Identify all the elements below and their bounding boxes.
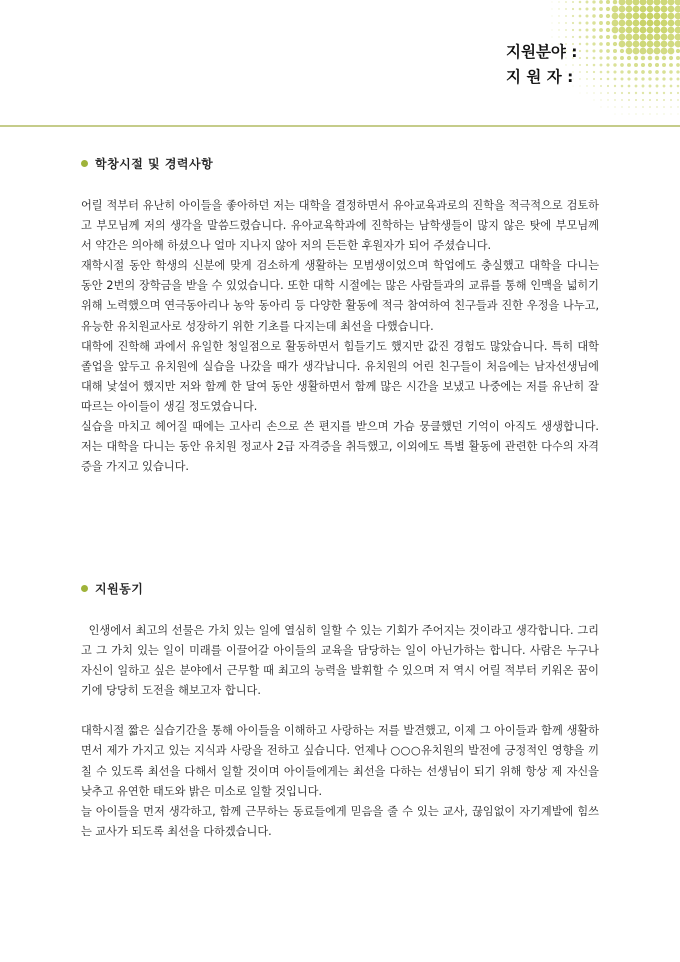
pattern-dot bbox=[600, 78, 602, 80]
pattern-dot bbox=[552, 37, 553, 38]
pattern-dot bbox=[654, 34, 661, 41]
pattern-dot bbox=[592, 49, 595, 52]
pattern-dot bbox=[607, 85, 609, 87]
pattern-dot bbox=[675, 13, 680, 20]
header-divider bbox=[0, 125, 680, 127]
pattern-dot bbox=[677, 99, 679, 101]
pattern-dot bbox=[627, 56, 631, 60]
pattern-dot bbox=[661, 41, 668, 48]
pattern-dot bbox=[558, 15, 559, 16]
pattern-dot bbox=[634, 63, 638, 67]
pattern-dot bbox=[558, 1, 559, 2]
pattern-dot bbox=[606, 7, 610, 11]
pattern-dot bbox=[647, 27, 654, 34]
pattern-dot bbox=[662, 56, 666, 60]
pattern-dot bbox=[607, 106, 608, 107]
pattern-dot bbox=[612, 20, 619, 27]
pattern-dot bbox=[668, 20, 675, 27]
pattern-dot bbox=[579, 29, 582, 32]
pattern-dot bbox=[565, 36, 567, 38]
pattern-dot bbox=[621, 99, 623, 101]
pattern-dot bbox=[600, 71, 603, 74]
pattern-dot bbox=[621, 78, 624, 81]
pattern-dot bbox=[661, 0, 668, 5]
pattern-dot bbox=[592, 0, 595, 3]
pattern-dot bbox=[628, 92, 630, 94]
pattern-dot bbox=[677, 85, 680, 88]
pattern-dot bbox=[606, 14, 610, 18]
pattern-dot bbox=[635, 106, 637, 108]
pattern-dot bbox=[585, 21, 588, 24]
pattern-dot bbox=[654, 48, 661, 55]
paragraph: 어릴 적부터 유난히 아이들을 좋아하던 저는 대학을 결정하면서 유아교육과로의 진학을 적극적으로 검토하고 부모님께 저의 생각을 말씀드렸습니다. 유아교육학과에 진학하는 남학생들이 많지 않은 탓에 부모님께서 약간은 의아해 하셨으나 얼마 지나지 않아 저의 든든한 후원자가 되어 주셨습니다. bbox=[81, 199, 599, 253]
pattern-dot bbox=[675, 6, 680, 13]
pattern-dot bbox=[647, 48, 654, 55]
pattern-dot bbox=[647, 13, 654, 20]
pattern-dot bbox=[579, 1, 582, 4]
field-label: 지원분야 : bbox=[506, 43, 578, 61]
pattern-dot bbox=[668, 6, 675, 13]
pattern-dot bbox=[656, 99, 658, 101]
pattern-dot bbox=[670, 106, 672, 108]
paragraph-gap bbox=[81, 701, 599, 721]
pattern-dot bbox=[668, 13, 675, 20]
applicant-label: 지 원 자 : bbox=[506, 68, 574, 86]
pattern-dot bbox=[593, 99, 594, 100]
pattern-dot bbox=[592, 7, 595, 10]
pattern-dot bbox=[649, 92, 651, 94]
pattern-dot bbox=[655, 56, 660, 61]
pattern-dot bbox=[633, 48, 640, 55]
pattern-dot bbox=[606, 63, 609, 66]
pattern-dot bbox=[585, 28, 588, 31]
pattern-dot bbox=[599, 35, 603, 39]
pattern-dot bbox=[648, 56, 653, 61]
pattern-dot bbox=[628, 113, 629, 114]
pattern-dot bbox=[593, 64, 596, 67]
pattern-dot bbox=[633, 0, 640, 5]
pattern-dot bbox=[626, 48, 633, 55]
pattern-dot bbox=[648, 77, 651, 80]
pattern-dot bbox=[670, 99, 672, 101]
paragraph: 대학에 진학해 과에서 유일한 청일점으로 활동하면서 힘들기도 했지만 값진 경험도 많았습니다. 특히 대학 졸업을 앞두고 유치원에 실습을 나갔을 때가 생각납니다. 유치원의 어린 친구들이 처음에는 남자선생님에 대해 낯설어 했지만 저와 함께 한 달여 동안 생활하면서 함께 많은 시간을 보냈고 나중에는 저를 유난히 잘 따르는 아이들이 생길 정도였습니다. bbox=[81, 339, 599, 413]
pattern-dot bbox=[572, 8, 574, 10]
pattern-dot bbox=[612, 13, 619, 20]
pattern-dot bbox=[635, 85, 638, 88]
pattern-dot bbox=[662, 77, 665, 80]
pattern-dot bbox=[586, 50, 589, 53]
pattern-dot bbox=[620, 56, 624, 60]
pattern-dot bbox=[558, 29, 559, 30]
pattern-dot bbox=[613, 56, 617, 60]
pattern-dot bbox=[619, 0, 626, 5]
pattern-dot bbox=[620, 49, 624, 53]
bullet-icon bbox=[81, 160, 88, 167]
pattern-dot bbox=[592, 21, 595, 24]
pattern-dot bbox=[675, 34, 680, 41]
pattern-dot bbox=[613, 49, 617, 53]
pattern-dot bbox=[572, 36, 574, 38]
pattern-dot bbox=[641, 63, 645, 67]
pattern-dot bbox=[579, 78, 580, 79]
pattern-dot bbox=[675, 41, 680, 48]
pattern-dot bbox=[579, 57, 581, 59]
section-body-motivation bbox=[81, 621, 603, 842]
pattern-dot bbox=[633, 20, 640, 27]
pattern-dot bbox=[614, 85, 616, 87]
pattern-dot bbox=[670, 85, 673, 88]
pattern-dot bbox=[675, 20, 680, 27]
pattern-dot bbox=[579, 15, 582, 18]
pattern-dot bbox=[676, 49, 680, 53]
paragraph: 인생에서 최고의 선물은 가치 있는 일에 열심히 일할 수 있는 기회가 주어지는 것이라고 생각합니다. 그리고 그 가치 있는 일이 미래를 이끌어갈 아이들의 교육을 담당하는 일이 아닌가하는 합니다. 사람은 누구나 자신이 일하고 싶은 분야에서 근무할 때 최고의 능력을 발휘할 수 있으며 저 역시 어릴 적부터 키워온 꿈이기에 당당히 도전을 해보고자 합니다. bbox=[81, 624, 603, 698]
pattern-dot bbox=[606, 42, 610, 46]
pattern-dot bbox=[599, 42, 603, 46]
pattern-dot bbox=[586, 43, 589, 46]
pattern-dot bbox=[586, 1, 589, 4]
pattern-dot bbox=[675, 0, 680, 5]
pattern-dot bbox=[579, 71, 581, 73]
pattern-dot bbox=[600, 99, 601, 100]
pattern-dot bbox=[621, 106, 622, 107]
pattern-dot bbox=[593, 71, 595, 73]
pattern-dot bbox=[656, 85, 659, 88]
pattern-dot bbox=[661, 13, 668, 20]
pattern-dot bbox=[663, 99, 665, 101]
pattern-dot bbox=[593, 57, 596, 60]
pattern-dot bbox=[619, 41, 626, 48]
pattern-dot bbox=[677, 92, 679, 94]
pattern-dot bbox=[592, 42, 595, 45]
pattern-dot bbox=[585, 14, 588, 17]
pattern-dot bbox=[633, 27, 640, 34]
section-title-text: 학창시절 및 경력사항 bbox=[95, 157, 214, 171]
pattern-dot bbox=[579, 50, 581, 52]
pattern-dot bbox=[607, 78, 610, 81]
pattern-dot bbox=[655, 77, 658, 80]
paragraph: 재학시절 동안 학생의 신분에 맞게 검소하게 생활하는 모범생이었으며 학업에도 충실했고 대학을 다니는 동안 2번의 장학금을 받을 수 있었습니다. 또한 대학 시절에는 많은 사람들과의 교류를 통해 인맥을 넓히기 위해 노력했으며 연극동아리나 농악 동아리 등 다양한 활동에 적극 참여하여 친구들과 진한 우정을 나누고, 유능한 유치원교사로 성장하기 위한 기초를 다지는데 최선을 다했습니다. bbox=[81, 259, 599, 333]
pattern-dot bbox=[668, 0, 675, 5]
section-title-education bbox=[81, 155, 213, 172]
pattern-dot bbox=[599, 21, 603, 25]
pattern-dot bbox=[619, 13, 626, 20]
pattern-dot bbox=[676, 63, 680, 67]
pattern-dot bbox=[640, 27, 647, 34]
pattern-dot bbox=[675, 27, 680, 34]
pattern-dot bbox=[613, 35, 618, 40]
pattern-dot bbox=[599, 14, 603, 18]
pattern-dot bbox=[647, 41, 654, 48]
pattern-dot bbox=[668, 34, 675, 41]
pattern-dot bbox=[642, 99, 644, 101]
pattern-dot bbox=[592, 14, 595, 17]
pattern-dot bbox=[621, 85, 624, 88]
pattern-dot bbox=[592, 28, 595, 31]
pattern-dot bbox=[600, 92, 602, 94]
pattern-dot bbox=[565, 1, 567, 3]
pattern-dot bbox=[599, 49, 602, 52]
pattern-dot bbox=[606, 21, 610, 25]
pattern-dot bbox=[621, 92, 623, 94]
pattern-dot bbox=[661, 6, 668, 13]
pattern-dot bbox=[558, 36, 559, 37]
pattern-dot bbox=[669, 77, 672, 80]
pattern-dot bbox=[552, 9, 553, 10]
pattern-dot bbox=[656, 113, 657, 114]
paragraph: 실습을 마치고 헤어질 때에는 고사리 손으로 쓴 편지를 받으며 가슴 뭉클했던 기억이 아직도 생생합니다. 저는 대학을 다니는 동안 유치원 정교사 2급 자격증을 취득했고, 이외에도 특별 활동에 관련한 다수의 자격증을 가지고 있습니다. bbox=[81, 420, 599, 474]
pattern-dot bbox=[619, 20, 626, 27]
pattern-dot bbox=[626, 0, 633, 5]
section-body-education bbox=[81, 196, 599, 477]
pattern-dot bbox=[676, 56, 680, 60]
pattern-dot bbox=[599, 28, 603, 32]
pattern-dot bbox=[663, 113, 664, 114]
pattern-dot bbox=[579, 8, 582, 11]
pattern-dot bbox=[669, 70, 672, 73]
pattern-dot bbox=[663, 106, 665, 108]
pattern-dot bbox=[642, 106, 644, 108]
pattern-dot bbox=[586, 85, 587, 86]
pattern-dot bbox=[647, 6, 654, 13]
pattern-dot bbox=[599, 0, 603, 4]
pattern-dot bbox=[654, 6, 661, 13]
pattern-dot bbox=[669, 63, 673, 67]
pattern-dot bbox=[586, 57, 588, 59]
pattern-dot bbox=[662, 63, 666, 67]
pattern-dot bbox=[634, 56, 638, 60]
section-title-text: 지원동기 bbox=[95, 582, 144, 596]
pattern-dot bbox=[626, 34, 633, 41]
pattern-dot bbox=[565, 29, 567, 31]
pattern-dot bbox=[607, 71, 610, 74]
pattern-dot bbox=[614, 92, 616, 94]
pattern-dot bbox=[599, 56, 602, 59]
pattern-dot bbox=[668, 27, 675, 34]
pattern-dot bbox=[572, 1, 574, 3]
pattern-dot bbox=[586, 64, 588, 66]
pattern-dot bbox=[620, 70, 623, 73]
pattern-dot bbox=[607, 92, 609, 94]
pattern-dot bbox=[606, 28, 610, 32]
pattern-dot bbox=[606, 56, 609, 59]
pattern-dot bbox=[628, 85, 631, 88]
pattern-dot bbox=[649, 99, 651, 101]
pattern-dot bbox=[634, 77, 637, 80]
pattern-dot bbox=[614, 106, 615, 107]
pattern-dot bbox=[648, 63, 652, 67]
pattern-dot bbox=[552, 23, 553, 24]
pattern-dot bbox=[628, 99, 630, 101]
pattern-dot bbox=[592, 35, 595, 38]
pattern-dot bbox=[586, 78, 588, 80]
pattern-dot bbox=[600, 85, 602, 87]
pattern-dot bbox=[654, 0, 661, 5]
pattern-dot bbox=[661, 20, 668, 27]
pattern-dot bbox=[586, 71, 588, 73]
pattern-dot bbox=[642, 85, 645, 88]
pattern-dot bbox=[654, 27, 661, 34]
pattern-dot bbox=[662, 70, 666, 74]
pattern-dot bbox=[634, 70, 638, 74]
pattern-dot bbox=[600, 64, 603, 67]
pattern-dot bbox=[552, 16, 553, 17]
pattern-dot bbox=[579, 64, 581, 66]
pattern-dot bbox=[633, 34, 640, 41]
pattern-dot bbox=[612, 27, 619, 34]
pattern-dot bbox=[640, 41, 647, 48]
paragraph: 대학시절 짧은 실습기간을 통해 아이들을 이해하고 사랑하는 저를 발견했고, 이제 그 아이들과 함께 생활하면서 제가 가지고 있는 지식과 사랑을 전하고 싶습니다. 언제나 ○○○유치원의 발전에 긍정적인 영향을 끼칠 수 있도록 최선을 다해서 일할 것이며 아이들에게는 최선을 다하는 선생님이 되기 위해 항상 제 자신을 낮추고 유연한 태도와 밝은 미소로 일할 것입니다. bbox=[81, 724, 599, 798]
pattern-dot bbox=[613, 63, 616, 66]
pattern-dot bbox=[655, 70, 659, 74]
pattern-dot bbox=[628, 106, 630, 108]
pattern-dot bbox=[656, 92, 658, 94]
pattern-dot bbox=[669, 56, 673, 60]
pattern-dot bbox=[640, 20, 647, 27]
pattern-dot bbox=[626, 20, 633, 27]
pattern-dot bbox=[626, 41, 633, 48]
pattern-dot bbox=[627, 77, 630, 80]
pattern-dot bbox=[640, 0, 647, 5]
pattern-dot bbox=[615, 114, 616, 115]
pattern-dot bbox=[641, 56, 646, 61]
header-labels bbox=[506, 40, 578, 90]
pattern-dot bbox=[647, 0, 654, 5]
bullet-icon bbox=[81, 585, 88, 592]
pattern-dot bbox=[579, 85, 580, 86]
pattern-dot bbox=[668, 48, 675, 55]
pattern-dot bbox=[612, 6, 619, 13]
pattern-dot bbox=[649, 106, 651, 108]
pattern-dot bbox=[635, 99, 637, 101]
pattern-dot bbox=[606, 35, 610, 39]
pattern-dot bbox=[613, 0, 617, 4]
pattern-dot bbox=[585, 7, 588, 10]
pattern-dot bbox=[656, 106, 658, 108]
pattern-dot bbox=[601, 107, 602, 108]
pattern-dot bbox=[572, 22, 574, 24]
pattern-dot bbox=[626, 13, 633, 20]
pattern-dot bbox=[647, 34, 654, 41]
pattern-dot bbox=[626, 27, 633, 34]
pattern-dot bbox=[640, 48, 647, 55]
pattern-dot bbox=[676, 70, 679, 73]
pattern-dot bbox=[613, 70, 616, 73]
pattern-dot bbox=[619, 34, 626, 41]
pattern-dot bbox=[593, 85, 595, 87]
pattern-dot bbox=[648, 70, 652, 74]
pattern-dot bbox=[647, 20, 654, 27]
pattern-dot bbox=[565, 15, 567, 17]
pattern-dot bbox=[633, 6, 640, 13]
pattern-dot bbox=[663, 85, 666, 88]
pattern-dot bbox=[614, 99, 616, 101]
pattern-dot bbox=[670, 92, 672, 94]
pattern-dot bbox=[579, 36, 582, 39]
pattern-dot bbox=[661, 27, 668, 34]
pattern-dot bbox=[565, 8, 567, 10]
pattern-dot bbox=[606, 0, 610, 4]
pattern-dot bbox=[572, 15, 574, 17]
pattern-dot bbox=[661, 48, 668, 55]
pattern-dot bbox=[572, 29, 574, 31]
pattern-dot bbox=[654, 13, 661, 20]
pattern-dot bbox=[640, 6, 647, 13]
pattern-dot bbox=[579, 43, 581, 45]
pattern-dot bbox=[622, 114, 623, 115]
pattern-dot bbox=[642, 92, 644, 94]
pattern-dot bbox=[627, 70, 630, 73]
pattern-dot bbox=[635, 92, 637, 94]
pattern-dot bbox=[661, 34, 668, 41]
pattern-dot bbox=[641, 77, 644, 80]
pattern-dot bbox=[620, 63, 624, 67]
pattern-dot bbox=[678, 114, 679, 115]
pattern-dot bbox=[649, 85, 652, 88]
pattern-dot bbox=[633, 13, 640, 20]
pattern-dot bbox=[640, 13, 647, 20]
pattern-dot bbox=[586, 92, 587, 93]
pattern-dot bbox=[626, 6, 633, 13]
pattern-dot bbox=[663, 92, 665, 94]
pattern-dot bbox=[677, 106, 678, 107]
pattern-dot bbox=[649, 113, 650, 114]
pattern-dot bbox=[579, 22, 582, 25]
pattern-dot bbox=[607, 99, 608, 100]
pattern-dot bbox=[668, 41, 675, 48]
pattern-dot bbox=[627, 63, 631, 67]
pattern-dot bbox=[670, 113, 671, 114]
pattern-dot bbox=[655, 63, 659, 67]
pattern-dot bbox=[654, 20, 661, 27]
pattern-dot bbox=[677, 78, 680, 81]
pattern-dot bbox=[552, 30, 553, 31]
pattern-dot bbox=[599, 7, 603, 11]
pattern-dot bbox=[642, 113, 643, 114]
pattern-dot bbox=[633, 41, 640, 48]
pattern-dot bbox=[606, 49, 610, 53]
pattern-dot bbox=[635, 113, 636, 114]
pattern-dot bbox=[565, 22, 567, 24]
pattern-dot bbox=[552, 2, 553, 3]
pattern-dot bbox=[593, 92, 594, 93]
pattern-dot bbox=[586, 36, 589, 39]
pattern-dot bbox=[619, 6, 626, 13]
pattern-dot bbox=[614, 78, 617, 81]
pattern-dot bbox=[558, 8, 559, 9]
pattern-dot bbox=[640, 34, 647, 41]
paragraph: 늘 아이들을 먼저 생각하고, 함께 근무하는 동료들에게 믿음을 줄 수 있는 교사, 끊임없이 자기계발에 힘쓰는 교사가 되도록 최선을 다하겠습니다. bbox=[81, 804, 599, 838]
pattern-dot bbox=[619, 27, 626, 34]
pattern-dot bbox=[558, 22, 559, 23]
pattern-dot bbox=[580, 93, 581, 94]
pattern-dot bbox=[654, 41, 661, 48]
pattern-dot bbox=[613, 42, 617, 46]
pattern-dot bbox=[641, 70, 645, 74]
section-title-motivation bbox=[81, 580, 143, 597]
pattern-dot bbox=[593, 78, 595, 80]
